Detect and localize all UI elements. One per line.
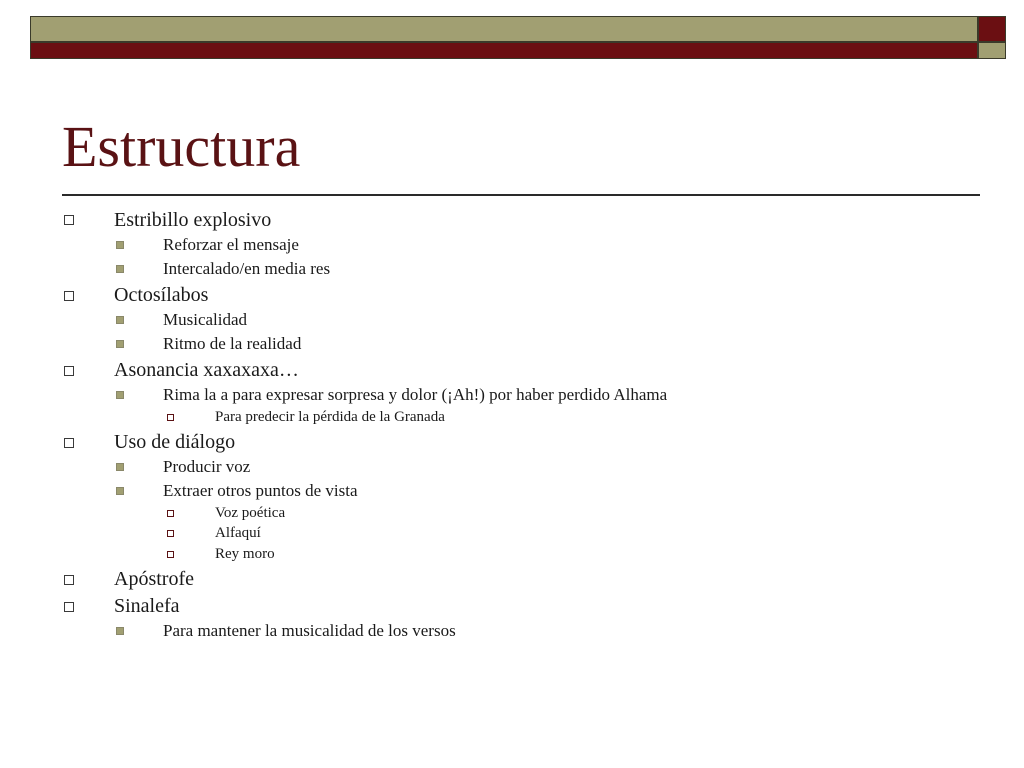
filled-square-bullet-icon <box>116 316 124 324</box>
outline-item-level2 <box>163 259 330 279</box>
outline-item-level2 <box>163 385 667 405</box>
hollow-square-bullet-icon <box>64 215 74 225</box>
filled-square-bullet-icon <box>116 463 124 471</box>
filled-square-bullet-icon <box>116 241 124 249</box>
outline-item-level2 <box>163 621 456 641</box>
outline-item-label: Rima la a para expresar sorpresa y dolor (¡Ah!) por haber perdido Alhama <box>163 385 668 404</box>
outline-item-label: Asonancia xaxaxaxa… <box>114 359 299 381</box>
outline-item-label: Para mantener la musicalidad de los versos <box>163 621 456 640</box>
outline-item-level2 <box>163 334 301 354</box>
outline-item-level3 <box>215 408 445 426</box>
hollow-square-bullet-icon <box>64 602 74 612</box>
outline-item-label: Ritmo de la realidad <box>163 334 302 353</box>
outline-item-level1 <box>114 208 271 232</box>
small-hollow-square-bullet-icon <box>167 414 174 421</box>
outline-item-level1 <box>114 594 180 618</box>
outline-item-level3 <box>215 524 261 542</box>
outline-item-level1 <box>114 430 235 454</box>
outline-item-label: Apóstrofe <box>114 568 194 590</box>
outline-item-label: Musicalidad <box>163 310 248 329</box>
small-hollow-square-bullet-icon <box>167 510 174 517</box>
outline-item-label: Uso de diálogo <box>114 431 236 453</box>
filled-square-bullet-icon <box>116 265 124 273</box>
outline-item-label: Para predecir la pérdida de la Granada <box>215 409 445 425</box>
outline-item-level2 <box>163 310 247 330</box>
outline-item-level3 <box>215 504 285 522</box>
filled-square-bullet-icon <box>116 391 124 399</box>
outline-item-level2 <box>163 481 358 501</box>
hollow-square-bullet-icon <box>64 291 74 301</box>
small-hollow-square-bullet-icon <box>167 551 174 558</box>
filled-square-bullet-icon <box>116 340 124 348</box>
outline-item-level1 <box>114 567 194 591</box>
hollow-square-bullet-icon <box>64 438 74 448</box>
outline-item-label: Intercalado/en media res <box>163 259 331 278</box>
filled-square-bullet-icon <box>116 627 124 635</box>
hollow-square-bullet-icon <box>64 366 74 376</box>
outline-item-level3 <box>215 545 275 563</box>
outline-item-level1 <box>114 283 208 307</box>
filled-square-bullet-icon <box>116 487 124 495</box>
outline-item-label: Extraer otros puntos de vista <box>163 481 358 500</box>
outline-item-label: Voz poética <box>215 505 286 521</box>
outline-item-label: Alfaquí <box>215 525 261 541</box>
outline-item-label: Octosílabos <box>114 284 209 306</box>
outline-item-label: Producir voz <box>163 457 251 476</box>
outline-item-label: Estribillo explosivo <box>114 209 272 231</box>
small-hollow-square-bullet-icon <box>167 530 174 537</box>
slide-title: Estructura <box>62 114 301 179</box>
outline-item-level1 <box>114 358 299 382</box>
outline-item-level2 <box>163 235 299 255</box>
outline-item-level2 <box>163 457 250 477</box>
outline-item-label: Reforzar el mensaje <box>163 235 299 254</box>
outline-item-label: Sinalefa <box>114 595 180 617</box>
hollow-square-bullet-icon <box>64 575 74 585</box>
outline-item-label: Rey moro <box>215 546 275 562</box>
